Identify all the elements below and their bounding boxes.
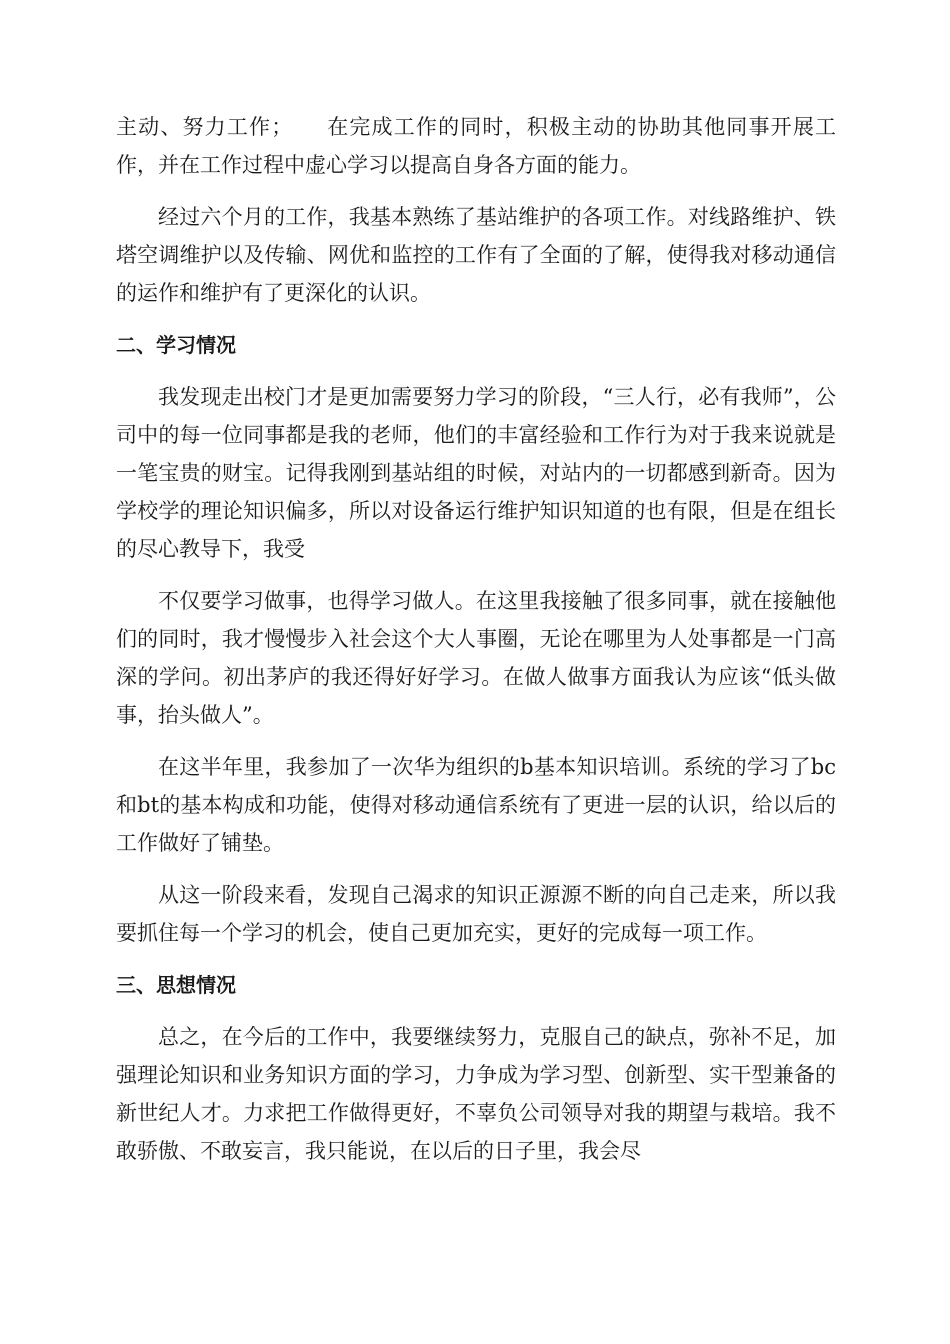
paragraph-study-3: 在这半年里，我参加了一次华为组织的b基本知识培训。系统的学习了bc和bt的基本构成和功能，使得对移动通信系统有了更进一层的认识，给以后的工作做好了铺垫。 [116, 755, 836, 855]
paragraph-work-continued: 主动、努力工作； 在完成工作的同时，积极主动的协助其他同事开展工作，并在工作过程中虚心学习以提高自身各方面的能力。 [116, 115, 836, 177]
heading-study: 二、学习情况 [116, 333, 236, 357]
paragraph-study-4: 从这一阶段来看，发现自己渴求的知识正源源不断的向自己走来，所以我要抓住每一个学习的机会，使自己更加充实，更好的完成每一项工作。 [116, 883, 836, 945]
paragraph-thought-1: 总之，在今后的工作中，我要继续努力，克服自己的缺点，弥补不足，加强理论知识和业务知识方面的学习，力争成为学习型、创新型、实干型兼备的新世纪人才。力求把工作做得更好，不辜负公司领导对我的期望与栽培。我不敢骄傲、不敢妄言，我只能说，在以后的日子里，我会尽 [116, 1025, 836, 1163]
document-page [116, 108, 836, 1184]
heading-thought: 三、思想情况 [116, 973, 236, 997]
paragraph-study-2: 不仅要学习做事，也得学习做人。在这里我接触了很多同事，就在接触他们的同时，我才慢慢步入社会这个大人事圈，无论在哪里为人处事都是一门高深的学问。初出茅庐的我还得好好学习。在做人做事方面我认为应该“低头做事，抬头做人”。 [116, 589, 836, 727]
paragraph-study-1: 我发现走出校门才是更加需要努力学习的阶段，“三人行，必有我师”，公司中的每一位同事都是我的老师，他们的丰富经验和工作行为对于我来说就是一笔宝贵的财宝。记得我刚到基站组的时候，对站内的一切都感到新奇。因为学校学的理论知识偏多，所以对设备运行维护知识知道的也有限，但是在组长的尽心教导下，我受 [116, 385, 836, 561]
paragraph-six-months: 经过六个月的工作，我基本熟练了基站维护的各项工作。对线路维护、铁塔空调维护以及传输、网优和监控的工作有了全面的了解，使得我对移动通信的运作和维护有了更深化的认识。 [116, 205, 836, 305]
